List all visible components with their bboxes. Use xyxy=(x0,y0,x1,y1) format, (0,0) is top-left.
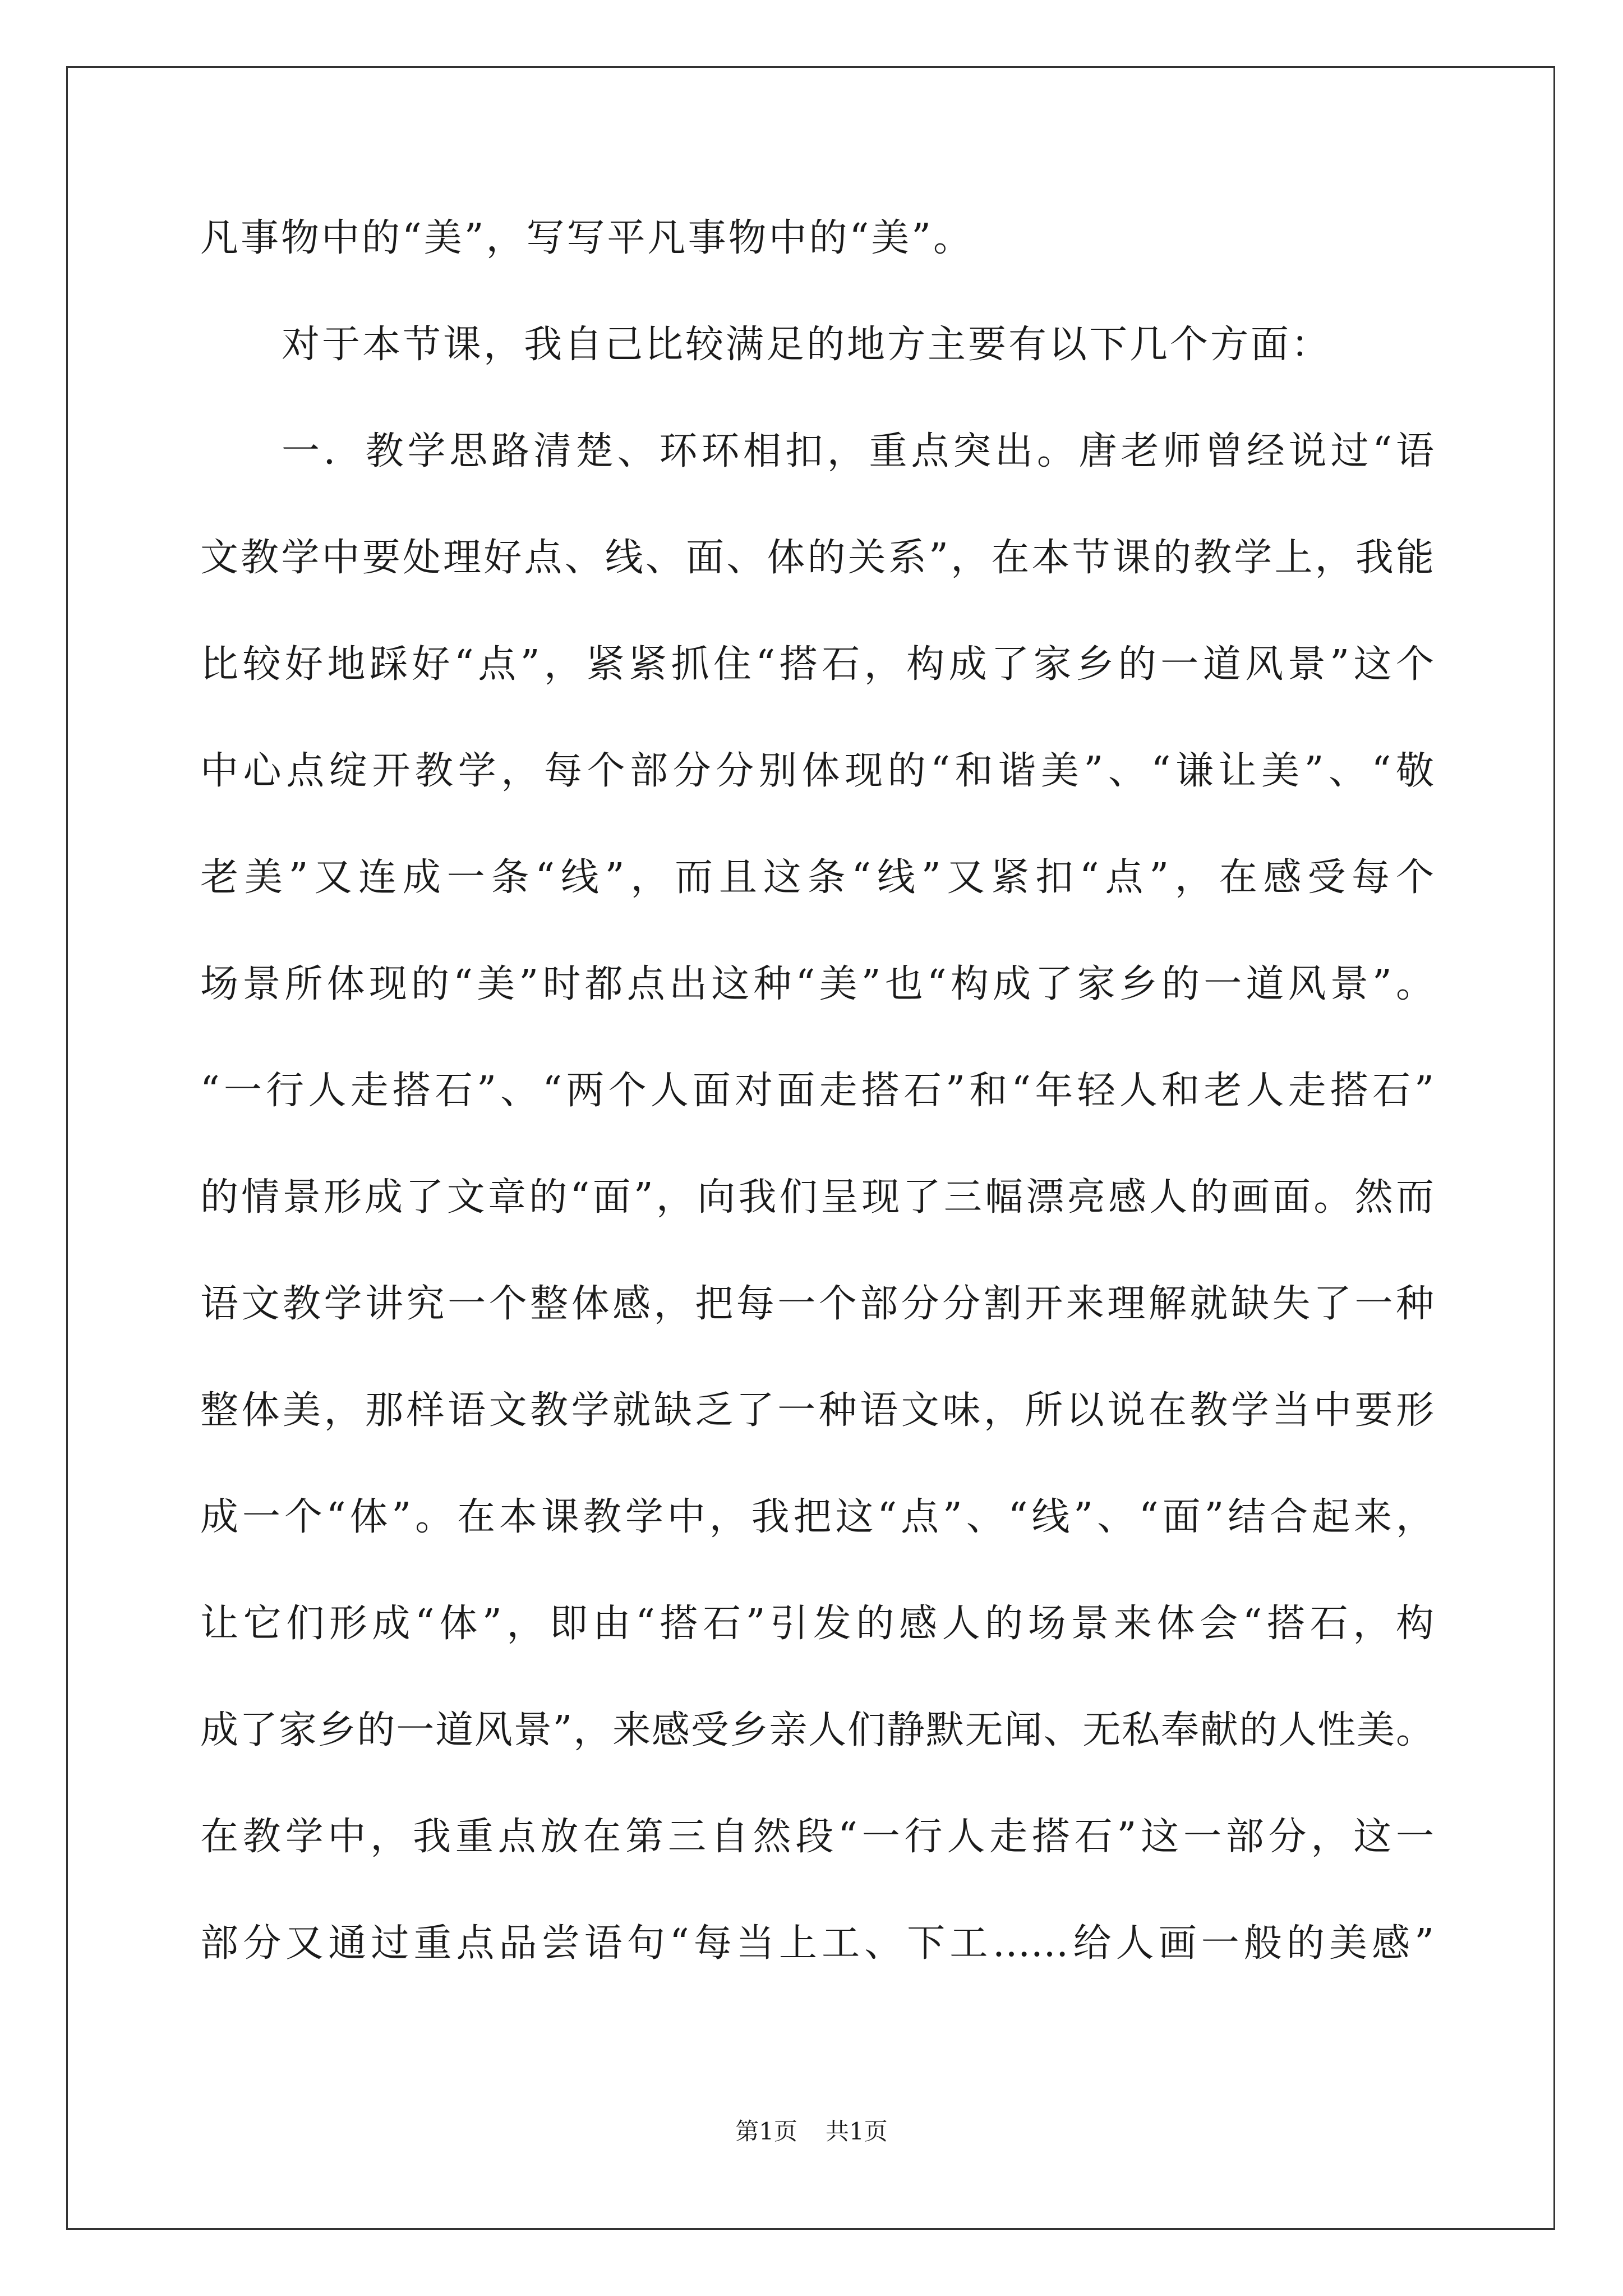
text-line: 场景所体现的“美”时都点出这种“美”也“构成了家乡的一道风景”。 xyxy=(200,962,1434,1006)
page-number: 第1页 xyxy=(735,2118,797,2145)
text-line: 比较好地踩好“点”，紧紧抓住“搭石，构成了家乡的一道风景”这个 xyxy=(200,642,1434,687)
page-border xyxy=(66,66,1555,2230)
text-line: 的情景形成了文章的“面”，向我们呈现了三幅漂亮感人的画面。然而 xyxy=(200,1175,1434,1220)
text-line: 对于本节课，我自己比较满足的地方主要有以下几个方面： xyxy=(282,323,1332,367)
text-line: “一行人走搭石”、“两个人面对面走搭石”和“年轻人和老人走搭石” xyxy=(200,1069,1434,1113)
text-line: 文教学中要处理好点、线、面、体的关系”，在本节课的教学上，我能 xyxy=(200,536,1434,580)
text-line: 一．教学思路清楚、环环相扣，重点突出。唐老师曾经说过“语 xyxy=(282,429,1434,473)
page-footer xyxy=(0,2115,1623,2148)
text-line: 中心点绽开教学，每个部分分别体现的“和谐美”、“谦让美”、“敬 xyxy=(200,749,1434,793)
text-line: 成了家乡的一道风景”，来感受乡亲人们静默无闻、无私奉献的人性美。 xyxy=(200,1708,1434,1752)
text-line: 让它们形成“体”，即由“搭石”引发的感人的场景来体会“搭石，构 xyxy=(200,1602,1434,1646)
text-line: 整体美，那样语文教学就缺乏了一种语文味，所以说在教学当中要形 xyxy=(200,1388,1434,1433)
text-line: 在教学中，我重点放在第三自然段“一行人走搭石”这一部分，这一 xyxy=(200,1815,1434,1859)
text-line: 成一个“体”。在本课教学中，我把这“点”、“线”、“面”结合起来， xyxy=(200,1495,1434,1539)
page-total: 共1页 xyxy=(826,2118,888,2145)
text-line: 凡事物中的“美”，写写平凡事物中的“美”。 xyxy=(200,216,974,260)
text-line: 语文教学讲究一个整体感，把每一个部分分割开来理解就缺失了一种 xyxy=(200,1282,1434,1326)
text-line: 部分又通过重点品尝语句“每当上工、下工……给人画一般的美感” xyxy=(200,1921,1434,1966)
text-line: 老美”又连成一条“线”，而且这条“线”又紧扣“点”，在感受每个 xyxy=(200,855,1434,900)
